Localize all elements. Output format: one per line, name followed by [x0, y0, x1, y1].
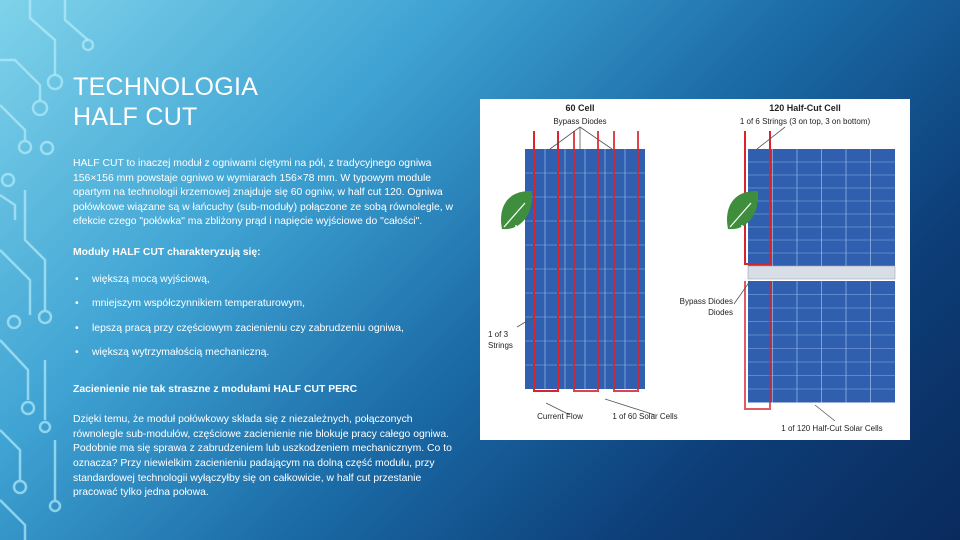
bullet-text: większą mocą wyjściową, — [92, 273, 210, 285]
title-line-1: TECHNOLOGIA — [73, 73, 259, 101]
label-60-solar-cells: 1 of 60 Solar Cells — [612, 412, 678, 421]
features-list — [73, 273, 461, 371]
bullet-text: mniejszym współczynnikiem temperaturowym, — [92, 298, 306, 310]
list-item — [73, 297, 461, 322]
bullet-text: większą wytrzymałością mechaniczną. — [92, 347, 270, 359]
bullet-icon: • — [75, 347, 79, 359]
label-diodes-120-line2: Diodes — [708, 308, 733, 317]
slide-body — [73, 157, 461, 501]
slide-title — [73, 72, 258, 132]
bullet-icon: • — [75, 273, 79, 285]
features-heading: Moduły HALF CUT charakteryzują się: — [73, 246, 261, 258]
label-bypass-diodes-120: Bypass Diodes — [679, 297, 733, 306]
bullet-icon: • — [75, 298, 79, 310]
list-item — [73, 346, 461, 371]
shading-paragraph: Dzięki temu, że moduł połówkowy składa się z niezależnych, połączonych równolegle sub-modułów, częściowe zacienienie nie blokuje pracy całego ogniwa. Podobnie ma się sprawa z zabrudzeniem lub uszkodzeniem mechanicznym. Co to oznacza? Przy niewielkim zacienieniu padającym na dolną część modułu, przy standardowej technologii wyłączyłby się on całkowicie, w half cut przestanie pracować tylko jedna połowa. — [73, 414, 452, 499]
module-comparison-diagram — [480, 99, 910, 440]
intro-paragraph: HALF CUT to inaczej moduł z ogniwami ciętymi na pół, z tradycyjnego ogniwa 156×156 mm powstaje ogniwo w wymiarach 156×78 mm. W typowym module opartym na technologii krzemowej znajduje się 60 ogniw, w half cut 120. Ogniwa połówkowe wiązane są w łańcuchy (sub-moduły) połączone ze sobą równolegle, w efekcie czego "połówka" ma zbliżony prąd i napięcie wyjściowe do "całości". — [73, 158, 454, 228]
label-bypass-diodes-60: Bypass Diodes — [553, 117, 607, 126]
list-item — [73, 322, 461, 347]
label-strings-3-line2: Strings — [488, 341, 513, 350]
label-current-flow: Current Flow — [537, 412, 583, 421]
bullet-text: lepszą pracą przy częściowym zacienieniu czy zabrudzeniu ogniwa, — [92, 322, 404, 334]
diode-bar — [748, 266, 895, 279]
label-strings-6: 1 of 6 Strings (3 on top, 3 on bottom) — [739, 117, 871, 126]
label-60-cell: 60 Cell — [565, 103, 595, 113]
shading-heading: Zacienienie nie tak straszne z modułami HALF CUT PERC — [73, 383, 358, 395]
label-120-solar-cells: 1 of 120 Half-Cut Solar Cells — [781, 424, 883, 433]
label-strings-3: 1 of 3 — [488, 330, 509, 339]
list-item — [73, 273, 461, 298]
label-120-half-cut: 120 Half-Cut Cell — [769, 103, 841, 113]
bullet-icon: • — [75, 322, 79, 334]
title-line-2: HALF CUT — [73, 103, 198, 131]
